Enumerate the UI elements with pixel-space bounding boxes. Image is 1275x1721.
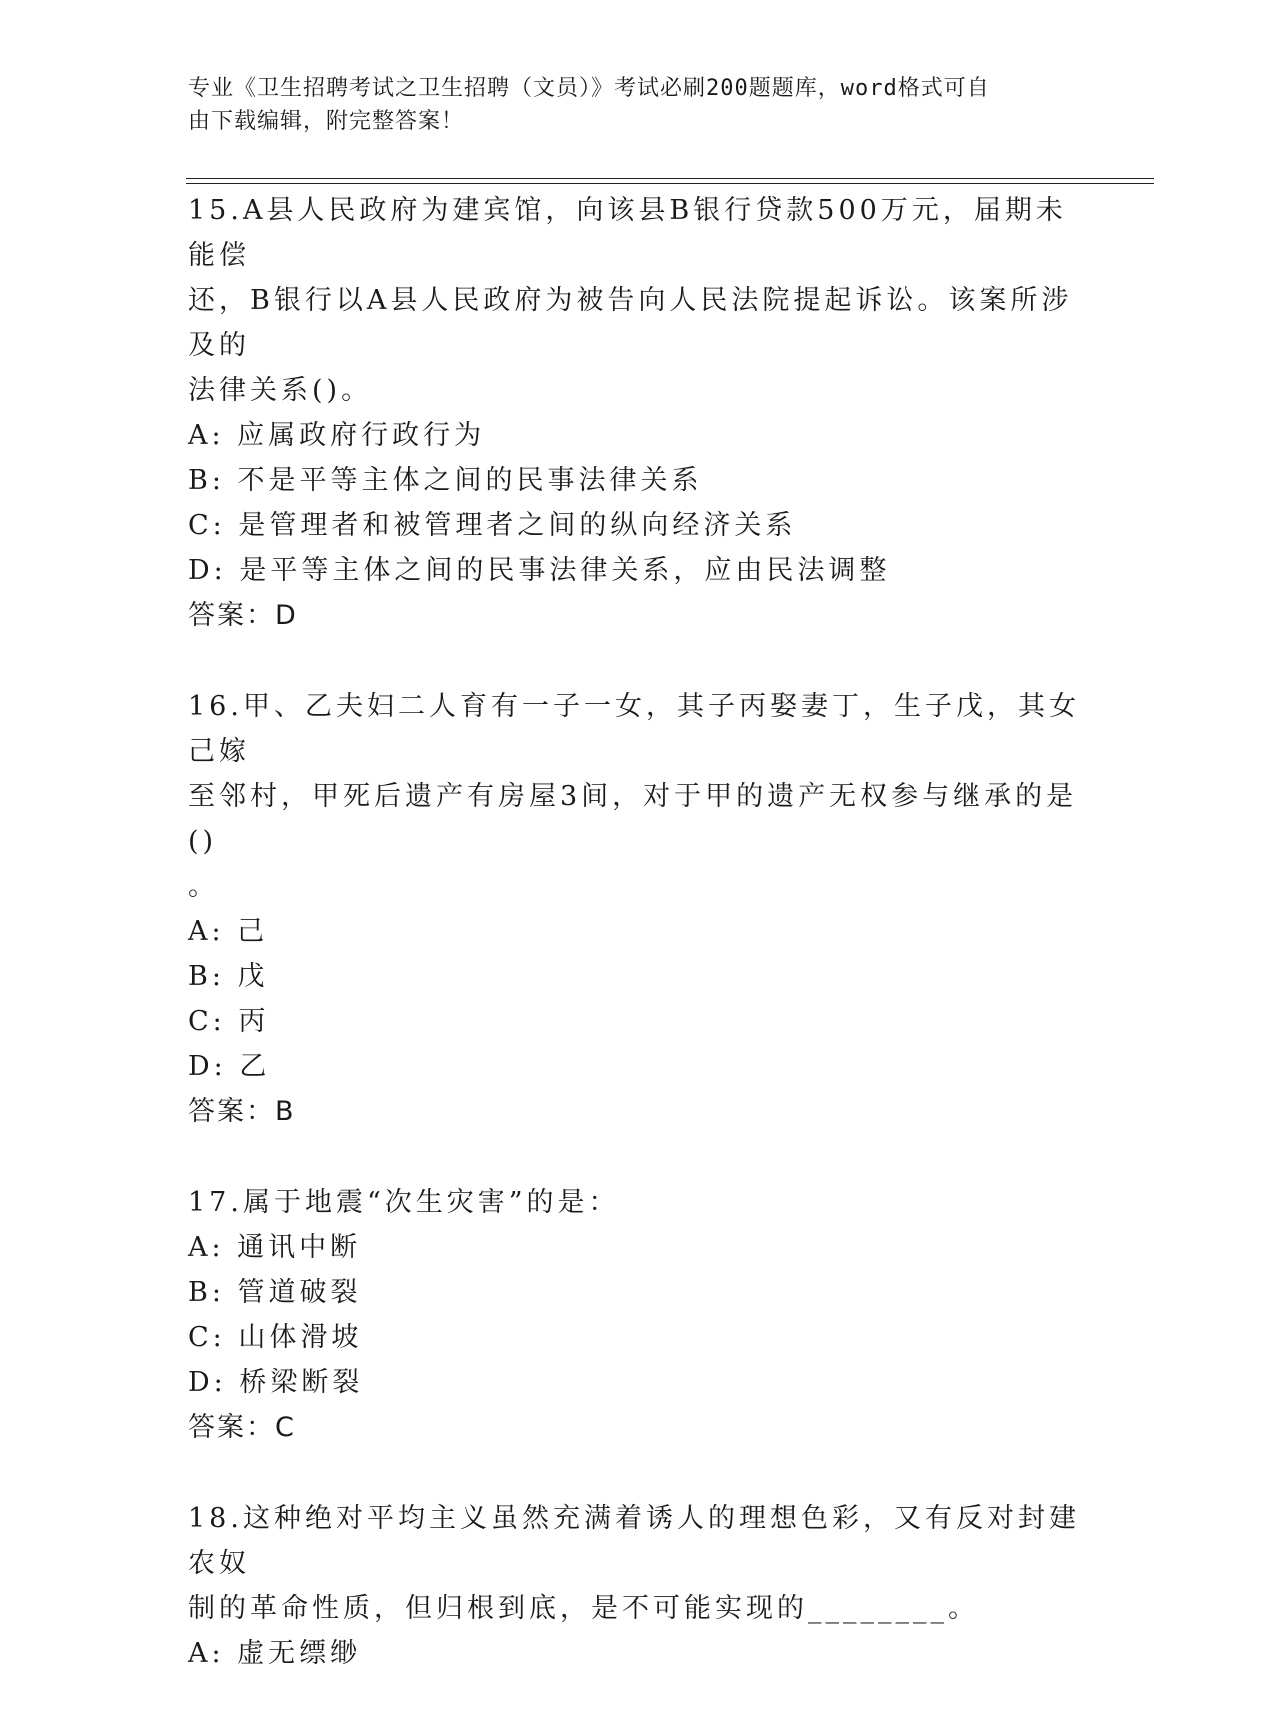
question-stem: [188, 1180, 1088, 1225]
option-a: A: 应属政府行政行为: [188, 420, 486, 451]
header-divider-bottom: [186, 183, 1154, 184]
document-header: [188, 72, 1068, 138]
stem-line: 。: [188, 871, 219, 902]
question-18: [188, 1496, 1088, 1676]
stem-line: 16.甲、乙夫妇二人育有一子一女，其子丙娶妻丁，生子戊，其女己嫁: [188, 691, 1080, 767]
stem-line: 至邻村，甲死后遗产有房屋3间，对于甲的遗产无权参与继承的是(): [188, 781, 1078, 857]
option-a: A: 通讯中断: [188, 1232, 362, 1263]
question-16: [188, 684, 1088, 1135]
option-c: C: 丙: [188, 1006, 270, 1037]
option-b: B: 戊: [188, 961, 269, 992]
header-line-1: 专业《卫生招聘考试之卫生招聘（文员）》考试必刷200题题库，word格式可自: [188, 76, 990, 101]
option-a: A: 己: [188, 916, 269, 947]
option-b: B: 不是平等主体之间的民事法律关系: [188, 465, 703, 496]
answer-label: 答案：D: [188, 600, 298, 631]
question-17: [188, 1180, 1088, 1451]
answer-label: 答案：B: [188, 1096, 296, 1127]
option-b: B: 管道破裂: [188, 1277, 362, 1308]
stem-line: 法律关系()。: [188, 375, 373, 406]
question-15: [188, 188, 1088, 639]
question-list: [188, 188, 1088, 1721]
option-d: D: 乙: [188, 1051, 271, 1082]
option-d: D: 桥梁断裂: [188, 1367, 364, 1398]
option-d: D: 是平等主体之间的民事法律关系，应由民法调整: [188, 555, 891, 586]
stem-line: 制的革命性质，但归根到底，是不可能实现的________。: [188, 1593, 979, 1624]
header-divider-top: [186, 178, 1154, 179]
option-a: A: 虚无缥缈: [188, 1638, 362, 1669]
question-stem: [188, 684, 1088, 909]
stem-line: 18.这种绝对平均主义虽然充满着诱人的理想色彩，又有反对封建农奴: [188, 1503, 1080, 1579]
stem-line: 还，B银行以A县人民政府为被告向人民法院提起诉讼。该案所涉及的: [188, 285, 1073, 361]
answer-label: 答案：C: [188, 1412, 296, 1443]
stem-line: 15.A县人民政府为建宾馆，向该县B银行贷款500万元，届期未能偿: [188, 195, 1067, 271]
option-c: C: 是管理者和被管理者之间的纵向经济关系: [188, 510, 797, 541]
question-stem: [188, 188, 1088, 413]
option-c: C: 山体滑坡: [188, 1322, 363, 1353]
stem-line: 17.属于地震“次生灾害”的是：: [188, 1187, 620, 1218]
question-stem: [188, 1496, 1088, 1631]
header-line-2: 由下载编辑，附完整答案！: [188, 109, 465, 134]
